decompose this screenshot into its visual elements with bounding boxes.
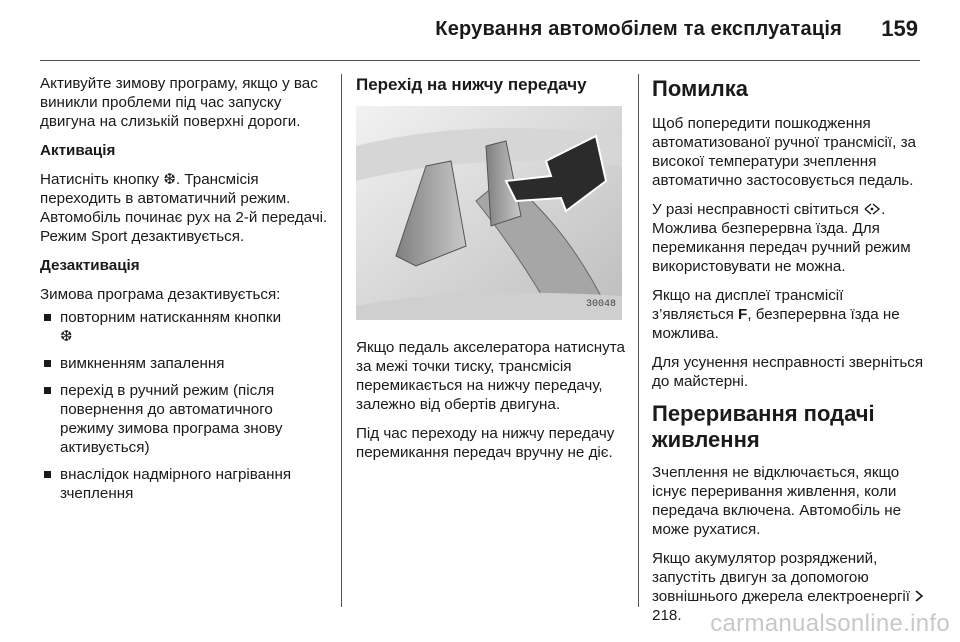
fault-heading: Помилка bbox=[652, 76, 748, 101]
snowflake-icon: ❆ bbox=[60, 328, 73, 345]
section-title: Керування автомобілем та експлуатація bbox=[435, 18, 842, 40]
power-paragraph-1: Зчеплення не відключається, якщо існує переривання живлення, коли передача включена. Автомобіль не може рухатися. bbox=[652, 464, 902, 538]
watermark: carmanualsonline.info bbox=[710, 610, 950, 637]
column-divider-2 bbox=[638, 74, 639, 607]
deactivation-list bbox=[40, 308, 330, 503]
deactivation-heading: Дезактивація bbox=[40, 257, 140, 274]
kickdown-heading: Перехід на нижчу передачу bbox=[356, 75, 587, 94]
header-divider bbox=[40, 60, 920, 61]
column-kickdown bbox=[356, 74, 626, 472]
power-interruption-heading: Переривання подачі живлення bbox=[652, 401, 875, 452]
activation-text-1: Натисніть кнопку bbox=[40, 171, 160, 188]
list-item: перехід в ручний режим (після повернення до автоматичного режиму зимова програма знову активується) bbox=[40, 381, 330, 457]
page-reference-icon bbox=[914, 590, 924, 602]
fault-paragraph-1: Щоб попередити пошкодження автоматизованої ручної трансмісії, за високої температури зчеплення автоматично застосовується педаль. bbox=[652, 115, 917, 189]
intro-paragraph: Активуйте зимову програму, якщо у вас виникли проблеми під час запуску двигуна на слизькій поверхні дороги. bbox=[40, 75, 318, 130]
column-winter-program bbox=[40, 74, 330, 511]
page-reference[interactable]: 218. bbox=[652, 607, 682, 624]
list-item: внаслідок надмірного нагрівання зчеплення bbox=[40, 465, 330, 503]
snowflake-icon: ❆ bbox=[163, 171, 176, 188]
kickdown-paragraph-1: Якщо педаль акселератора натиснута за межі точки тиску, трансмісія перемикається на нижчу передачу, залежно від обертів двигуна. bbox=[356, 339, 625, 413]
power-paragraph-2: Якщо акумулятор розряджений, запустіть двигун за допомогою зовнішнього джерела електроенергії 218. bbox=[652, 549, 927, 625]
fault-paragraph-3: Якщо на дисплеї трансмісії з’являється F, безперервна їзда не можлива. bbox=[652, 287, 900, 342]
activation-heading: Активація bbox=[40, 142, 116, 159]
page-number: 159 bbox=[881, 16, 918, 41]
list-item: повторним натисканням кнопки ❆ bbox=[40, 308, 330, 346]
activation-paragraph bbox=[40, 170, 330, 246]
figure-code: 30048 bbox=[585, 299, 616, 310]
page-header bbox=[0, 0, 960, 60]
fault-paragraph-4: Для усунення несправності зверніться до майстерні. bbox=[652, 354, 924, 390]
transmission-warning-icon bbox=[863, 202, 881, 216]
pedal-illustration bbox=[356, 106, 622, 320]
column-divider-1 bbox=[341, 74, 342, 607]
kickdown-paragraph-2: Під час переходу на нижчу передачу перемикання передач вручну не діє. bbox=[356, 425, 615, 461]
deactivation-paragraph: Зимова програма дезактивується: bbox=[40, 286, 281, 303]
pedal-drawing bbox=[356, 106, 622, 320]
fault-paragraph-2: У разі несправності світиться . Можлива безперервна їзда. Для перемикання передач ручний режим використовувати не можна. bbox=[652, 201, 911, 275]
list-item: вимкненням запалення bbox=[40, 354, 330, 373]
activation-text-2: . Трансмісія переходить в автоматичний режим. Автомобіль починає рух на 2-й передачі. Режим Sport дезактивується. bbox=[40, 171, 328, 245]
column-fault bbox=[652, 74, 927, 635]
